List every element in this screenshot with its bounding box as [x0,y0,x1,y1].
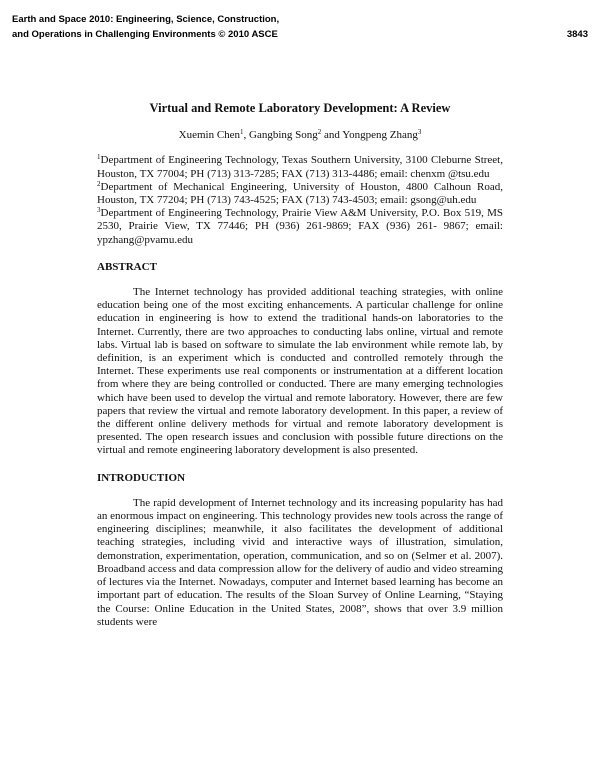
header-line-1: Earth and Space 2010: Engineering, Science, Construction, [12,14,280,25]
author-superscript: 1 [240,128,244,137]
author-superscript: 3 [417,128,422,137]
abstract-heading: ABSTRACT [97,260,157,273]
affiliation-superscript: 2 [97,179,101,188]
affiliation-3 [97,207,503,247]
affiliation-text: Department of Engineering Technology, Texas Southern University, 3100 Cleburne Street, Houston, TX 77004; PH (713) 313-7285; FAX (713) 313-4486; email: chenxm @tsu.edu [97,154,503,180]
author-superscript: 2 [317,128,322,137]
author-name: Xuemin Chen [178,129,241,142]
page-number: 3843 [566,29,588,40]
introduction-heading: INTRODUCTION [97,471,186,484]
introduction-text: The rapid development of Internet technology and its increasing popularity has had an enormous impact on engineering. This technology provides new tools across the range of engineering disciplines; meanwhile, it also facilitates the development of additional teaching strategies, including vivid and interactive ways of illustration, simulation, demonstration, experimentation, operation, communication, and so on (Selmer et al. 2007). Broadband access and data compression allow for the delivery of audio and video streaming of lectures via the Internet. Nowadays, computer and Internet based learning has become an important part of education. The results of the Sloan Survey of Online Learning, “Staying the Course: Online Education in the United States, 2008”, shows that over 3.9 million students were [97,496,503,628]
running-header [12,12,588,42]
affiliation-text: Department of Engineering Technology, Prairie View A&M University, P.O. Box 519, MS 2530, Prairie View, TX 77446; PH (936) 261-9869; FAX (936) 261- 9867; email: ypzhang@pvamu.edu [97,207,503,246]
paper-body [97,102,503,629]
affiliation-superscript: 1 [97,153,101,162]
header-line-2: and Operations in Challenging Environments © 2010 ASCE [12,29,278,40]
author-separator: and [321,129,343,142]
affiliation-superscript: 3 [97,206,101,215]
author-name: Gangbing Song [249,129,318,142]
affiliation-1 [97,154,503,180]
author-list [97,129,503,142]
paper-title: Virtual and Remote Laboratory Development: A Review [149,101,451,115]
affiliation-2 [97,181,503,207]
affiliation-text: Department of Mechanical Engineering, University of Houston, 4800 Calhoun Road, Houston, TX 77204; PH (713) 743-4525; FAX (713) 743-4503; email: gsong@uh.edu [97,180,503,207]
author-name: Yongpeng Zhang [342,129,418,142]
abstract-text: The Internet technology has provided additional teaching strategies, with online education being one of the most exciting enhancements. A particular challenge for online education in engineering is how to extend the traditional hands-on laboratories to the Internet. Currently, there are two approaches to conducting labs online, virtual and remote labs. Virtual lab is based on software to simulate the lab environment while remote lab, by definition, is an experiment which is conducted and controlled remotely through the Internet. These experiments use real components or instrumentation at a different location from where they are being controlled or conducted. There are many emerging technologies which have been used to develop the virtual and remote laboratory. However, there are few papers that review the virtual and remote laboratory development. In this paper, a review of the different online delivery methods for virtual and remote laboratory development is presented. The open research issues and conclusion with possible future directions on the virtual and remote engineering laboratory development is also presented. [97,286,503,457]
author-separator: , [243,129,250,142]
